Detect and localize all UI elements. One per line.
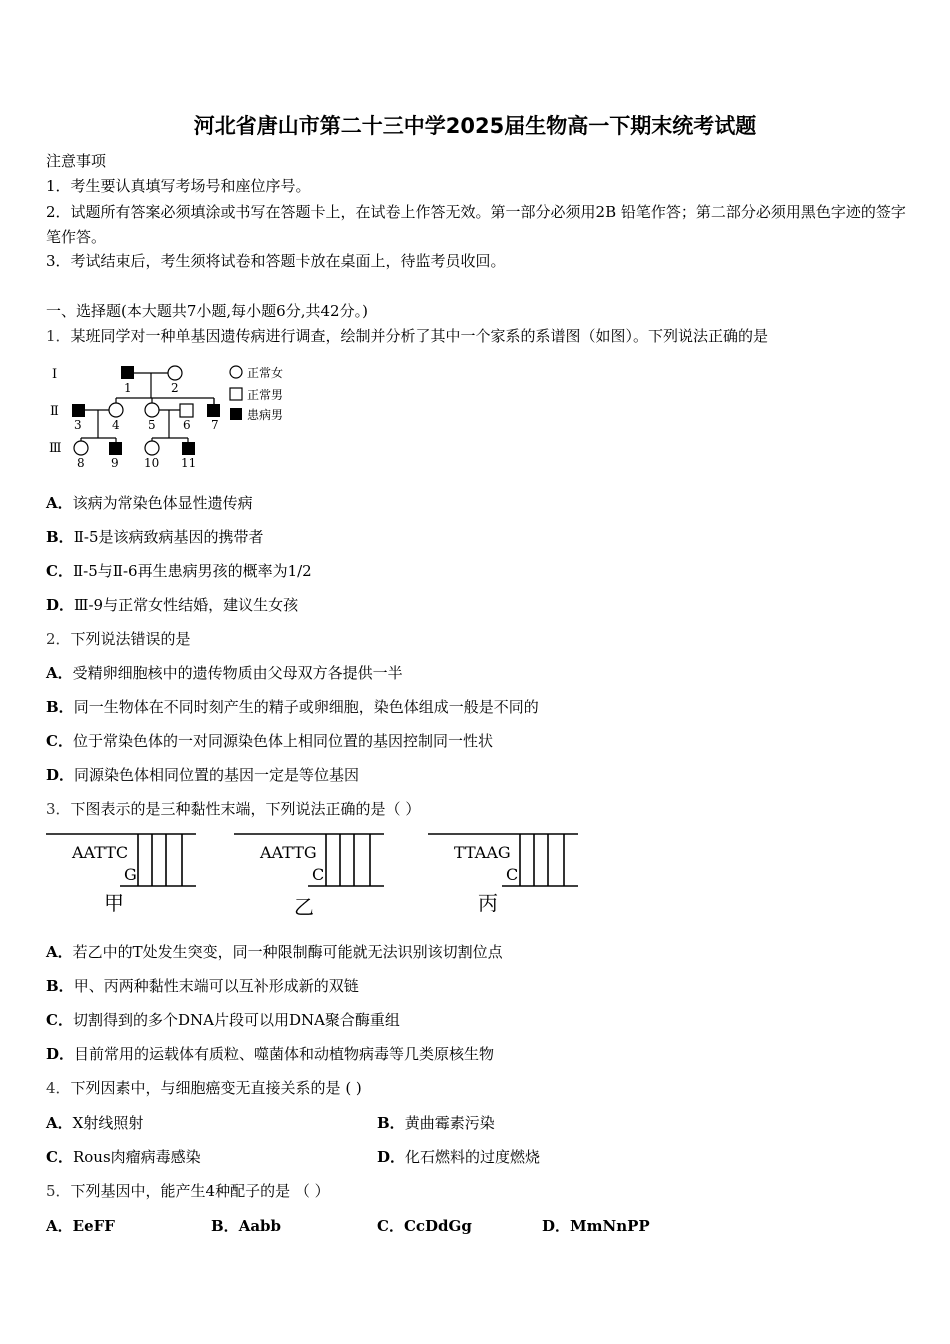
option-label: A． bbox=[46, 943, 73, 961]
option-label: B． bbox=[211, 1217, 239, 1235]
option-text: X射线照射 bbox=[72, 1114, 144, 1132]
q1-option-d[interactable] bbox=[46, 594, 298, 616]
option-text: 同一生物体在不同时刻产生的精子或卵细胞，染色体组成一般是不同的 bbox=[73, 698, 539, 716]
option-text: Aabb bbox=[238, 1217, 282, 1235]
id-6: 6 bbox=[183, 418, 191, 432]
q4-option-d[interactable] bbox=[377, 1146, 540, 1168]
option-text: Rous肉瘤病毒感染 bbox=[72, 1148, 201, 1166]
id-3: 3 bbox=[74, 418, 82, 432]
pedigree-figure bbox=[46, 358, 306, 474]
option-label: D． bbox=[542, 1217, 571, 1235]
legend-normal-male: 正常男 bbox=[247, 388, 284, 402]
option-label: A． bbox=[46, 1114, 73, 1132]
option-text: MmNnPP bbox=[570, 1217, 650, 1235]
legend-affected-male-symbol bbox=[230, 408, 242, 420]
option-label: D． bbox=[377, 1148, 406, 1166]
question-2 bbox=[46, 628, 191, 650]
option-text: 甲、丙两种黏性末端可以互补形成新的双链 bbox=[73, 977, 359, 995]
option-text: EeFF bbox=[72, 1217, 115, 1235]
q4-option-a[interactable] bbox=[46, 1112, 143, 1134]
q3-option-d[interactable] bbox=[46, 1043, 494, 1065]
notice-heading: 注意事项 bbox=[46, 152, 107, 170]
legend-affected-male: 患病男 bbox=[247, 408, 284, 422]
notice-item-2: 2．试题所有答案必须填涂或书写在答题卡上，在试卷上作答无效。第一部分必须用2B 铅笔作答；第二部分必须用黑色字迹的签字笔作答。 bbox=[46, 203, 906, 246]
q4-option-c[interactable] bbox=[46, 1146, 201, 1168]
end-3-name: 丙 bbox=[478, 891, 498, 915]
option-text: 化石燃料的过度燃烧 bbox=[405, 1148, 541, 1166]
option-label: C． bbox=[46, 1011, 73, 1029]
end-3-bottom-strand: C bbox=[506, 865, 519, 884]
option-label: C． bbox=[377, 1217, 404, 1235]
option-text: 若乙中的T处发生突变，同一种限制酶可能就无法识别该切割位点 bbox=[72, 943, 503, 961]
question-number: 5． bbox=[46, 1182, 71, 1200]
option-label: A． bbox=[46, 494, 73, 512]
question-5 bbox=[46, 1180, 330, 1202]
option-text: Ⅱ-5与Ⅱ-6再生患病男孩的概率为1/2 bbox=[72, 562, 312, 580]
q2-option-b[interactable] bbox=[46, 696, 539, 718]
notice-item-1: 1．考生要认真填写考场号和座位序号。 bbox=[46, 177, 311, 195]
option-label: C． bbox=[46, 1148, 73, 1166]
option-text: 目前常用的运载体有质粒、噬菌体和动植物病毒等几类原核生物 bbox=[74, 1045, 495, 1063]
legend-normal-female-symbol bbox=[230, 366, 242, 378]
question-number: 4． bbox=[46, 1079, 71, 1097]
individual-5-normal-female bbox=[145, 403, 159, 417]
option-label: C． bbox=[46, 562, 73, 580]
question-3 bbox=[46, 798, 420, 820]
q3-option-c[interactable] bbox=[46, 1009, 400, 1031]
question-number: 1． bbox=[46, 327, 71, 345]
end-1-top-strand: AATTC bbox=[72, 843, 129, 862]
individual-6-normal-male bbox=[180, 404, 193, 417]
option-text: 位于常染色体的一对同源染色体上相同位置的基因控制同一性状 bbox=[72, 732, 493, 750]
id-4: 4 bbox=[112, 418, 120, 432]
question-stem: 某班同学对一种单基因遗传病进行调查，绘制并分析了其中一个家系的系谱图（如图）。下列说法正确的是 bbox=[70, 327, 769, 345]
end-1-bottom-strand: G bbox=[124, 865, 137, 884]
q2-option-c[interactable] bbox=[46, 730, 493, 752]
option-label: C． bbox=[46, 732, 73, 750]
option-text: 同源染色体相同位置的基因一定是等位基因 bbox=[74, 766, 360, 784]
id-9: 9 bbox=[111, 456, 119, 470]
individual-11-affected-male bbox=[182, 442, 195, 455]
q5-option-b[interactable] bbox=[211, 1215, 281, 1237]
id-11: 11 bbox=[181, 456, 197, 470]
option-text: CcDdGg bbox=[403, 1217, 472, 1235]
q5-option-a[interactable] bbox=[46, 1215, 115, 1237]
option-label: B． bbox=[46, 698, 74, 716]
option-label: D． bbox=[46, 596, 75, 614]
legend-normal-female: 正常女 bbox=[247, 366, 284, 380]
q3-option-b[interactable] bbox=[46, 975, 359, 997]
sticky-ends-figure bbox=[46, 830, 586, 920]
q2-option-d[interactable] bbox=[46, 764, 359, 786]
q1-option-b[interactable] bbox=[46, 526, 264, 548]
question-stem: 下列说法错误的是 bbox=[70, 630, 191, 648]
id-2: 2 bbox=[171, 381, 179, 395]
section-heading: 一、选择题(本大题共7小题,每小题6分,共42分。) bbox=[46, 302, 368, 320]
individual-4-normal-female bbox=[109, 403, 123, 417]
page-title: 河北省唐山市第二十三中学2025届生物高一下期末统考试题 bbox=[193, 114, 757, 138]
generation-label-2: Ⅱ bbox=[50, 404, 59, 419]
option-label: D． bbox=[46, 766, 75, 784]
individual-3-affected-male bbox=[72, 404, 85, 417]
end-1-name: 甲 bbox=[104, 891, 124, 915]
end-2-top-strand: AATTG bbox=[260, 843, 317, 862]
question-4 bbox=[46, 1077, 362, 1099]
q5-option-c[interactable] bbox=[377, 1215, 472, 1237]
individual-1-affected-male bbox=[121, 366, 134, 379]
individual-2-normal-female bbox=[168, 366, 182, 380]
question-stem: 下列基因中，能产生4种配子的是 （ ） bbox=[70, 1182, 330, 1200]
question-number: 3． bbox=[46, 800, 71, 818]
q1-option-a[interactable] bbox=[46, 492, 253, 514]
option-label: A． bbox=[46, 664, 73, 682]
question-stem: 下图表示的是三种黏性末端，下列说法正确的是（ ） bbox=[70, 800, 421, 818]
id-5: 5 bbox=[148, 418, 156, 432]
notice-item-3: 3．考试结束后，考生须将试卷和答题卡放在桌面上，待监考员收回。 bbox=[46, 252, 506, 270]
id-1: 1 bbox=[124, 381, 132, 395]
end-3-top-strand: TTAAG bbox=[454, 843, 511, 862]
option-label: B． bbox=[46, 977, 74, 995]
question-stem: 下列因素中，与细胞癌变无直接关系的是 ( ) bbox=[70, 1079, 362, 1097]
q2-option-a[interactable] bbox=[46, 662, 403, 684]
id-7: 7 bbox=[211, 418, 219, 432]
question-number: 2． bbox=[46, 630, 71, 648]
option-label: A． bbox=[46, 1217, 73, 1235]
q5-option-d[interactable] bbox=[542, 1215, 650, 1237]
end-2-name: 乙 bbox=[294, 895, 314, 919]
individual-9-affected-male bbox=[109, 442, 122, 455]
question-1 bbox=[46, 325, 768, 347]
id-8: 8 bbox=[77, 456, 85, 470]
individual-8-normal-female bbox=[74, 441, 88, 455]
q4-option-b[interactable] bbox=[377, 1112, 495, 1134]
option-label: B． bbox=[377, 1114, 405, 1132]
q3-option-a[interactable] bbox=[46, 941, 503, 963]
legend-normal-male-symbol bbox=[230, 388, 242, 400]
generation-label-1: Ⅰ bbox=[52, 367, 58, 382]
option-text: 该病为常染色体显性遗传病 bbox=[72, 494, 253, 512]
option-label: B． bbox=[46, 528, 74, 546]
option-label: D． bbox=[46, 1045, 75, 1063]
option-text: 黄曲霉素污染 bbox=[404, 1114, 495, 1132]
individual-10-normal-female bbox=[145, 441, 159, 455]
option-text: Ⅱ-5是该病致病基因的携带者 bbox=[73, 528, 264, 546]
end-2-bottom-strand: C bbox=[312, 865, 325, 884]
individual-7-affected-male bbox=[207, 404, 220, 417]
option-text: 切割得到的多个DNA片段可以用DNA聚合酶重组 bbox=[72, 1011, 400, 1029]
option-text: 受精卵细胞核中的遗传物质由父母双方各提供一半 bbox=[72, 664, 403, 682]
id-10: 10 bbox=[144, 456, 160, 470]
generation-label-3: Ⅲ bbox=[49, 441, 62, 456]
option-text: Ⅲ-9与正常女性结婚，建议生女孩 bbox=[74, 596, 299, 614]
q1-option-c[interactable] bbox=[46, 560, 312, 582]
